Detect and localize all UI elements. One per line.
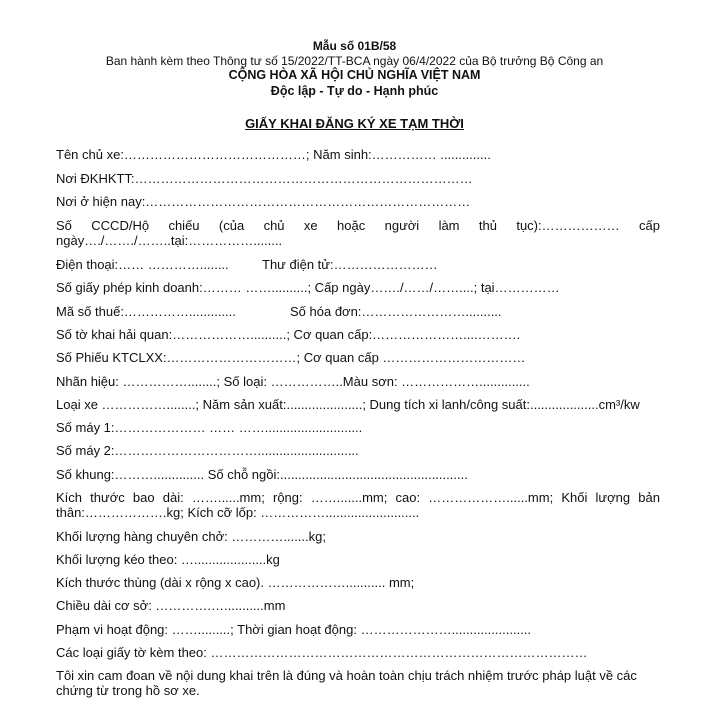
dim-word: bản [638,490,660,505]
chassis-field: Số khung:……….............. Số chỗ ngồi:.................................................... [56,467,468,482]
id-word: chiếu [168,218,200,233]
id-word: Số [56,218,72,233]
curb-weight-tire-field: thân:……………….kg; Kích cỡ lốp: …………….......................... [56,505,420,520]
engine-number-1-field: Số máy 1:………………… …… ……........................... [56,420,363,435]
dim-word: …….......mm; [310,490,388,505]
phone-field: Điện thoại:…… …………........ [56,257,229,272]
id-word: cấp [639,218,660,233]
id-word: hoặc [337,218,366,233]
id-document-line [56,218,660,233]
dim-word: bao [132,490,155,505]
operation-field: Phạm vi hoạt động: …….........; Thời gian hoạt động: …………………...................... [56,622,532,637]
bin-dimensions-field: Kích thước thùng (dài x rộng x cao). ………………........... mm; [56,575,415,590]
country-name: CỘNG HÒA XÃ HỘI CHỦ NGHĨA VIỆT NAM [228,68,481,82]
tax-code-field: Mã số thuế:……………............. [56,304,236,319]
id-word: CCCD/Hộ [91,218,150,233]
form-title-text: GIẤY KHAI ĐĂNG KÝ XE TẠM THỜI [245,116,464,131]
dim-word: Khối [561,490,588,505]
dim-word: ……......mm; [191,490,265,505]
customs-declaration-field: Số tờ khai hải quan:………………..........; Cơ quan cấp:…………………....………. [56,327,521,342]
current-address-field: Nơi ở hiện nay:………………………………………………………………… [56,194,471,209]
inspection-slip-field: Số Phiếu KTCLXX:…………………………; Cơ quan cấp …………………………… [56,350,526,365]
engine-number-2-field: Số máy 2:……………………………............................ [56,443,359,458]
tow-weight-field: Khối lượng kéo theo: …....................kg [56,552,280,567]
attachments-field: Các loại giấy tờ kèm theo: …………………………………………………………………………… [56,645,588,660]
wheelbase-field: Chiều dài cơ sở: ………….…...........mm [56,598,286,613]
id-word: xe [303,218,318,233]
vehicle-type-field: Loại xe ……………........; Năm sản xuất:.....................; Dung tích xi lanh/công suất:...................cm³/kw [56,397,640,412]
id-word: thủ [478,218,497,233]
invoice-number-field: Số hóa đơn:…………………….......... [290,304,502,319]
owner-field: Tên chủ xe:……………………………………; Năm sinh:…………… .............. [56,147,491,162]
id-word: tục):……………… [516,218,620,233]
dim-word: cao: [395,490,421,505]
id-word: chủ [263,218,285,233]
dim-word: ………………......mm; [428,490,554,505]
id-word: làm [438,218,460,233]
dim-word: lượng [595,490,631,505]
residence-field: Nơi ĐKHKTT:…………………………………………………………………… [56,171,473,186]
email-field: Thư điện tử:…………………… [262,257,438,272]
form-number: Mẫu số 01B/58 [312,39,397,53]
id-issue-date-field: ngày…./……./……..tại:……………........ [56,233,283,248]
declaration-line-1: Tôi xin cam đoan về nội dung khai trên là đúng và hoàn toàn chịu trách nhiệm trước pháp luật về các [56,668,637,683]
business-license-field: Số giấy phép kinh doanh:……… ……..........; Cấp ngày……./……/……....; tại…………… [56,280,560,295]
id-word: (của [218,218,245,233]
dim-word: dài: [162,490,184,505]
motto: Độc lập - Tự do - Hạnh phúc [270,84,439,98]
issued-by-note: Ban hành kèm theo Thông tư số 15/2022/TT-BCA ngày 06/4/2022 của Bộ trưởng Bộ Công an [105,54,604,68]
cargo-weight-field: Khối lượng hàng chuyên chở: ………….......kg; [56,529,326,544]
dimensions-line [56,490,660,505]
dim-word: thước [90,490,125,505]
form-title [0,116,709,131]
dim-word: Kích [56,490,83,505]
brand-field: Nhãn hiệu: ……………........; Số loại: ……………..Màu sơn: ……………….............. [56,374,530,389]
id-word: người [384,218,420,233]
dim-word: rộng: [273,490,303,505]
declaration-line-2: chứng từ trong hồ sơ xe. [56,683,200,698]
